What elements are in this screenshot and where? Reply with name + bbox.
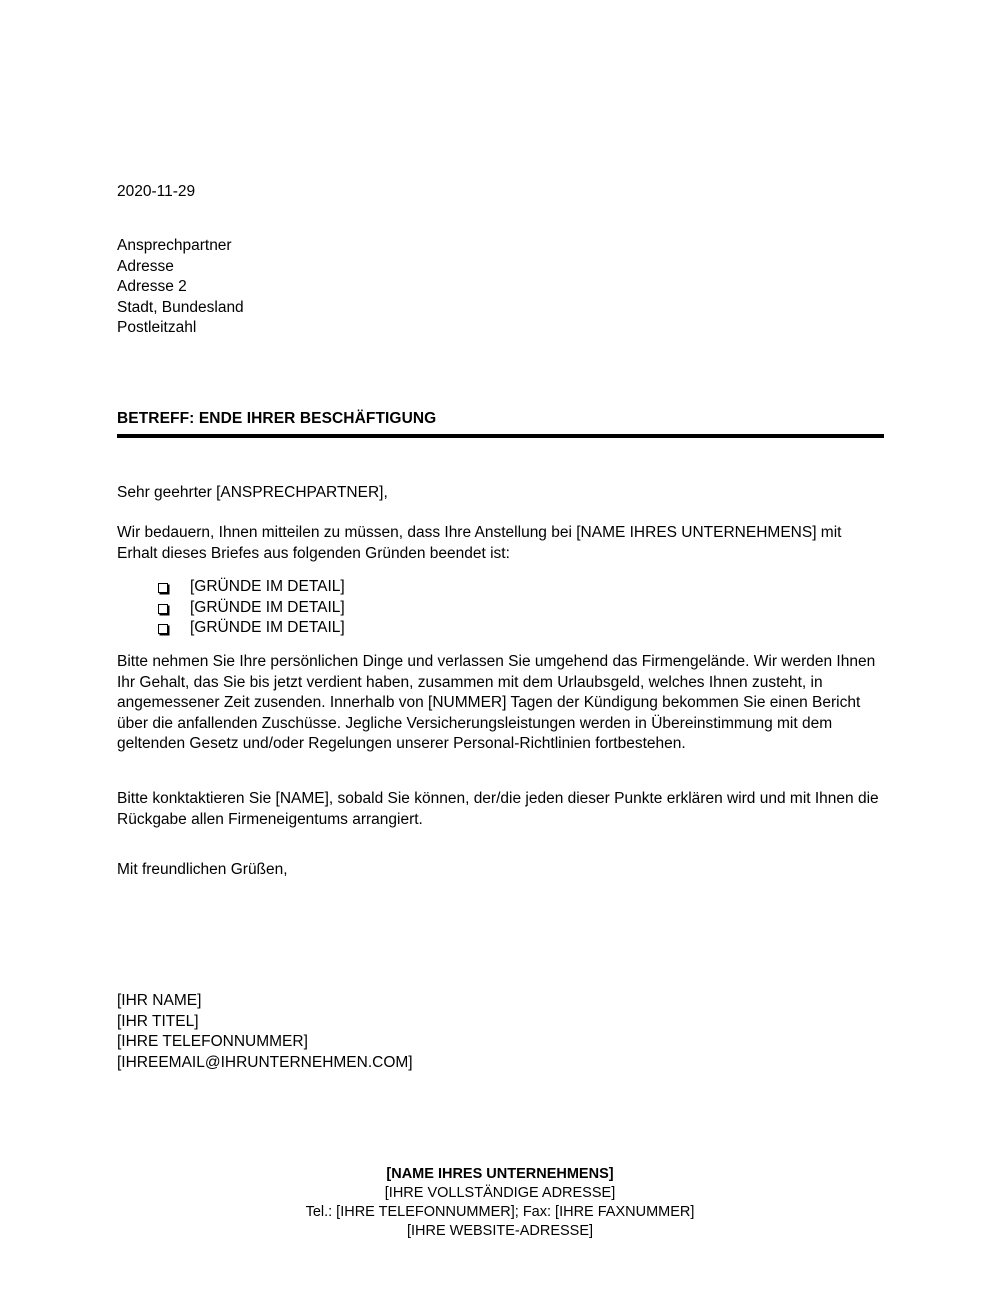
salutation-text: Sehr geehrter [ANSPRECHPARTNER], (117, 484, 388, 501)
list-item (117, 598, 884, 619)
recipient-address-block (117, 236, 884, 339)
body-paragraph-2 (117, 652, 884, 755)
letter-date (117, 182, 884, 203)
closing-line (117, 860, 884, 881)
list-item-label: [GRÜNDE IM DETAIL] (190, 578, 345, 595)
signature-title: [IHR TITEL] (117, 1012, 199, 1030)
list-item-label: [GRÜNDE IM DETAIL] (190, 598, 345, 616)
body-paragraph-1 (117, 523, 884, 564)
recipient-line-1: Ansprechpartner (117, 237, 232, 254)
list-item-label: [GRÜNDE IM DETAIL] (190, 619, 345, 636)
footer-contact: Tel.: [IHRE TELEFONNUMMER]; Fax: [IHRE FAXNUMMER] (305, 1204, 695, 1220)
recipient-line-5: Postleitzahl (117, 319, 197, 336)
subject-text: BETREFF: ENDE IHRER BESCHÄFTIGUNG (117, 410, 437, 427)
list-item (117, 618, 884, 639)
page-footer (0, 1165, 1000, 1241)
paragraph-3-text: Bitte konktaktieren Sie [NAME], sobald Sie können, der/die jeden dieser Punkte erklären wird und mit Ihnen die Rückgabe allen Firmeneigentums arrangiert. (117, 790, 883, 828)
reasons-list (117, 577, 884, 639)
footer-address: [IHRE VOLLSTÄNDIGE ADRESSE] (384, 1185, 616, 1201)
recipient-line-3: Adresse 2 (117, 278, 187, 295)
footer-website: [IHRE WEBSITE-ADRESSE] (406, 1223, 594, 1239)
horizontal-rule (117, 434, 884, 438)
signature-email: [IHREEMAIL@IHRUNTERNEHMEN.COM] (117, 1053, 413, 1071)
signature-phone: [IHRE TELEFONNUMMER] (117, 1033, 308, 1050)
signature-name: [IHR NAME] (117, 992, 202, 1009)
paragraph-1-text: Wir bedauern, Ihnen mitteilen zu müssen, dass Ihre Anstellung bei [NAME IHRES UNTERNEHMENS] mit Erhalt dieses Briefes aus folgenden Gründen beendet ist: (117, 524, 846, 562)
salutation (117, 483, 884, 504)
subject-line (117, 409, 884, 428)
closing-text: Mit freundlichen Grüßen, (117, 861, 288, 878)
signature-block (117, 991, 884, 1073)
list-item (117, 577, 884, 598)
recipient-line-4: Stadt, Bundesland (117, 298, 244, 316)
footer-company-name: [NAME IHRES UNTERNEHMENS] (386, 1166, 614, 1182)
paragraph-2-text: Bitte nehmen Sie Ihre persönlichen Dinge und verlassen Sie umgehend das Firmengelände. Wir werden Ihnen Ihr Gehalt, das Sie bis jetzt verdient haben, zusammen mit dem Urlaubsgeld, welches Ihnen zusteht, in angemessener Zeit zusenden. Innerhalb von [NUMMER] Tagen der Kündigung bekommen Sie einen Bericht über die anfallenden Zuschüsse. Jegliche Versicherungsleistungen werden in Übereinstimmung mit dem geltenden Gesetz und/oder Regelungen unserer Personal-Richtlinien fortbestehen. (117, 653, 880, 752)
date-text: 2020-11-29 (117, 183, 196, 200)
body-paragraph-3 (117, 789, 884, 830)
recipient-line-2: Adresse (117, 257, 174, 275)
